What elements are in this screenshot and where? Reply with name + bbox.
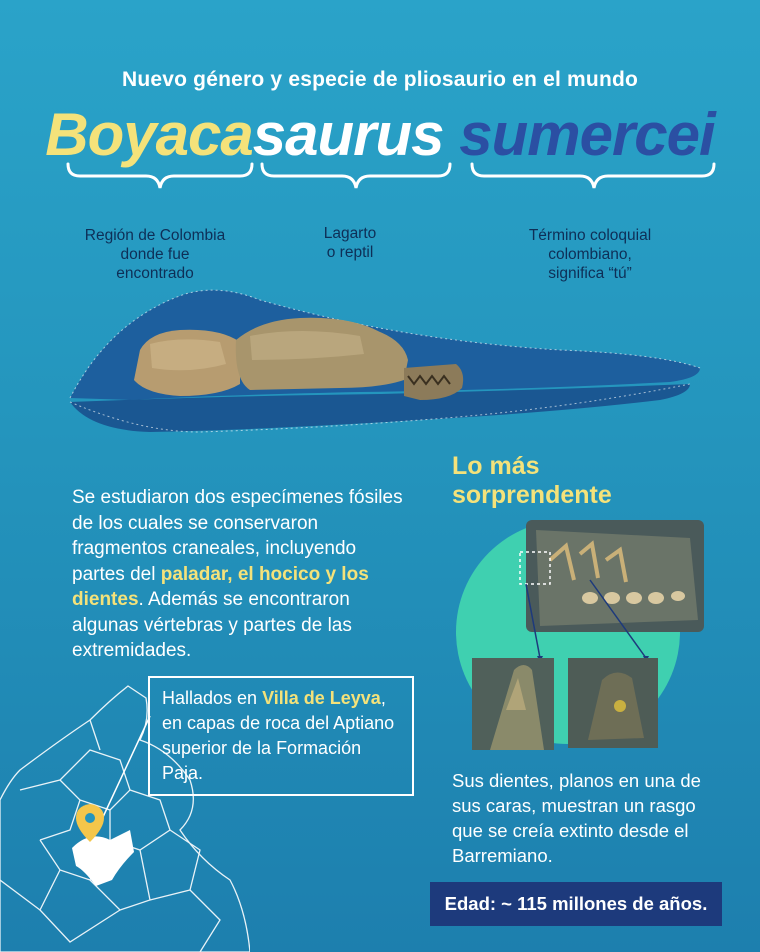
title-genus-suffix: saurus (252, 101, 444, 168)
tooth-closeup-1 (472, 658, 554, 750)
location-prefix: Hallados en (162, 688, 263, 708)
meaning-sumercei (490, 226, 690, 283)
meaning-boyaca-line1: Región de Colombia (84, 227, 226, 244)
title-species: sumercei (459, 101, 715, 168)
location-pin-icon (76, 804, 104, 842)
meaning-sumercei-line1: Término coloquial (528, 227, 652, 244)
specimen-description (72, 485, 412, 664)
description-text-after: . Además se encontraron algunas vértebras y partes de las extremidades. (72, 589, 352, 661)
tooth-closeup-2 (568, 658, 658, 748)
meaning-saurus-line1: Lagarto (323, 225, 377, 242)
title-genus-prefix: Boyaca (45, 101, 253, 168)
surprise-heading-line1: Lo más (452, 452, 540, 480)
jaw-fossil-photo (520, 520, 704, 632)
meaning-boyaca-line3: encontrado (116, 265, 194, 282)
location-place: Villa de Leyva (262, 688, 381, 708)
surprise-heading (452, 452, 712, 510)
brace-3 (472, 164, 714, 188)
teeth-detail-illustration (440, 510, 740, 760)
surprise-heading-line2: sorprendente (452, 481, 612, 509)
meaning-sumercei-line2: colombiano, (548, 246, 632, 263)
title-braces (0, 160, 760, 200)
meaning-saurus-line2: o reptil (326, 244, 374, 261)
meaning-boyaca (60, 226, 250, 283)
meaning-boyaca-line2: donde fue (120, 246, 190, 263)
description-text-before: Se estudiaron dos especímenes fósiles de los cuales se conservaron fragmentos craneales, incluyendo partes del (72, 487, 403, 585)
subtitle: Nuevo género y especie de pliosaurio en el mundo (121, 68, 639, 91)
meaning-saurus (300, 224, 400, 262)
meaning-sumercei-line3: significa “tú” (548, 265, 632, 282)
location-box (148, 676, 414, 796)
teeth-description: Sus dientes, planos en una de sus caras, muestran un rasgo que se creía extinto desde el Barremiano. (452, 770, 701, 866)
age-badge: Edad: ~ 115 millones de años. (430, 882, 722, 926)
species-title (0, 100, 760, 169)
skull-silhouette-illustration (0, 280, 760, 450)
location-suffix: , en capas de roca del Aptiano superior de la Formación Paja. (162, 688, 395, 783)
brace-2 (262, 164, 450, 188)
brace-1 (68, 164, 252, 188)
description-highlight: paladar, el hocico y los dientes (72, 563, 369, 610)
